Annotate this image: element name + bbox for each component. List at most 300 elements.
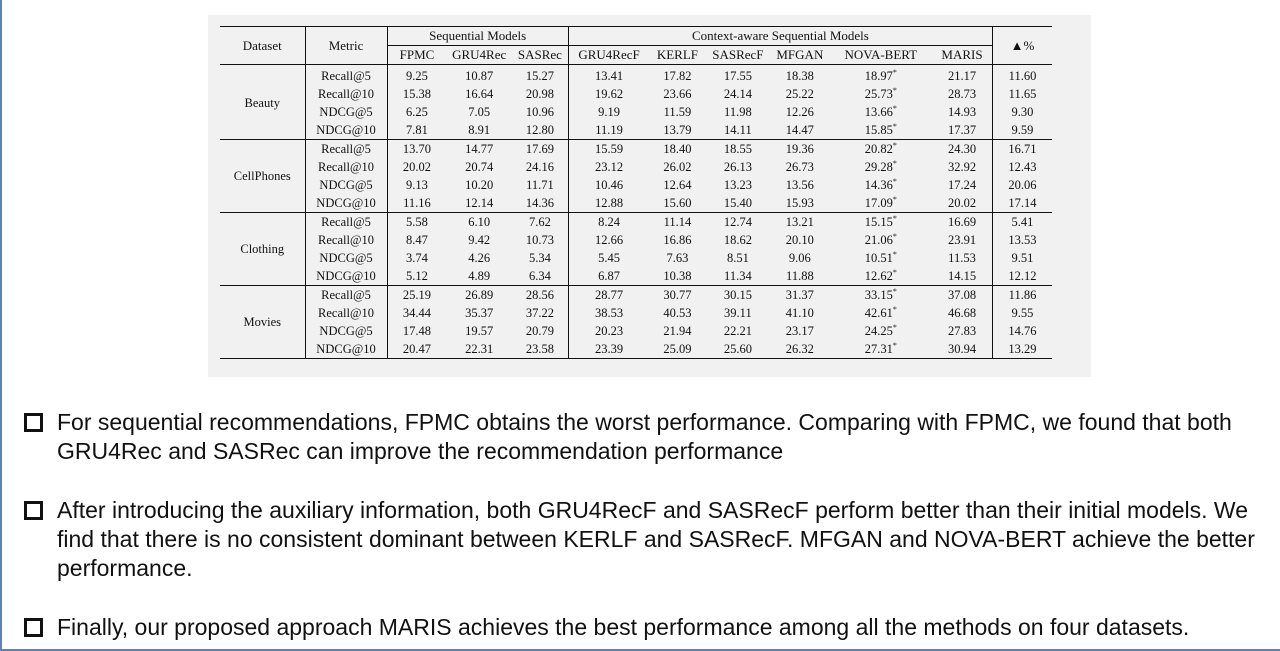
significance-star: * [892, 231, 897, 241]
table-cell [512, 213, 568, 232]
table-row [220, 65, 1052, 86]
value-cell: 5.34 [528, 251, 551, 265]
metric-cell: Recall@5 [305, 140, 387, 159]
value-cell: 11.34 [724, 269, 752, 283]
value-cell: 29.28 [864, 160, 893, 174]
table-cell [512, 176, 568, 194]
metric-cell: Recall@10 [305, 85, 387, 103]
value-cell: 5.58 [406, 215, 428, 229]
table-cell [706, 158, 771, 176]
value-cell: 12.26 [785, 105, 814, 119]
table-cell [568, 158, 649, 176]
value-cell: 31.37 [785, 288, 814, 302]
value-cell: 3.74 [406, 251, 428, 265]
value-cell: 12.14 [465, 196, 494, 210]
table-cell [512, 158, 568, 176]
table-cell [830, 322, 932, 340]
table-cell [568, 103, 649, 121]
table-cell [706, 194, 771, 213]
table-cell [568, 340, 649, 359]
value-cell: 19.62 [594, 87, 624, 101]
value-cell: 14.11 [724, 123, 752, 137]
value-cell: 16.64 [465, 87, 494, 101]
table-cell [387, 249, 446, 267]
value-cell: 25.22 [785, 87, 814, 101]
table-cell [387, 140, 446, 159]
value-cell: 20.79 [525, 324, 554, 338]
table-cell [446, 194, 512, 213]
value-cell: 7.62 [528, 215, 551, 229]
table-cell [770, 176, 829, 194]
table-cell [446, 140, 512, 159]
value-cell: 18.55 [723, 142, 752, 156]
improvement-cell: 12.43 [1008, 160, 1037, 174]
metric-cell: Recall@10 [305, 158, 387, 176]
table-cell [770, 140, 829, 159]
value-cell: 12.80 [525, 123, 554, 137]
value-cell: 6.87 [598, 269, 620, 283]
table-cell [830, 176, 932, 194]
value-cell: 8.91 [468, 123, 491, 137]
table-cell [770, 322, 829, 340]
value-cell: 14.36 [525, 196, 554, 210]
value-cell: 17.48 [402, 324, 432, 338]
table-row [220, 158, 1052, 176]
significance-star: * [892, 322, 897, 332]
table-cell [649, 158, 705, 176]
table-row [220, 304, 1052, 322]
table-cell [706, 286, 771, 305]
improvement-cell: 9.30 [1011, 105, 1034, 119]
value-cell: 12.88 [594, 196, 624, 210]
table-cell [649, 194, 705, 213]
improvement-cell: 11.65 [1008, 87, 1037, 101]
table-cell [649, 85, 705, 103]
value-cell: 20.74 [465, 160, 494, 174]
improvement-cell: 14.76 [1008, 324, 1037, 338]
table-cell [706, 304, 771, 322]
table-cell [932, 194, 992, 213]
value-cell: 14.36 [864, 178, 893, 192]
table-cell [512, 140, 568, 159]
table-cell [932, 249, 992, 267]
value-cell: 22.31 [465, 342, 494, 356]
table-cell [512, 286, 568, 305]
checkbox-icon [24, 501, 43, 520]
improvement-cell: 12.12 [1008, 269, 1037, 283]
significance-star: * [892, 194, 897, 204]
value-cell: 10.87 [465, 69, 494, 83]
table-cell [706, 267, 771, 286]
significance-star: * [892, 158, 897, 168]
metric-cell: NDCG@10 [305, 340, 387, 359]
table-cell [446, 213, 512, 232]
value-cell: 15.27 [525, 69, 554, 83]
value-cell: 9.42 [468, 233, 491, 247]
table-cell [770, 304, 829, 322]
table-row [220, 340, 1052, 359]
value-cell: 17.55 [723, 69, 752, 83]
metric-cell: NDCG@5 [305, 103, 387, 121]
table-cell [770, 65, 829, 86]
table-cell [387, 340, 446, 359]
table-cell [932, 85, 992, 103]
value-cell: 22.21 [723, 324, 752, 338]
table-cell [512, 231, 568, 249]
table-cell [387, 65, 446, 86]
metric-cell: NDCG@10 [305, 194, 387, 213]
bullet-text: For sequential recommendations, FPMC obtains the worst performance. Comparing with FPMC, we found that both GRU4Rec and SASRec can improve the recommendation performance [57, 409, 1232, 464]
improvement-cell: 16.71 [992, 140, 1052, 159]
value-cell: 25.60 [723, 342, 752, 356]
table-cell [446, 286, 512, 305]
table-cell [446, 340, 512, 359]
table-row [220, 231, 1052, 249]
table-cell [830, 213, 932, 232]
table-cell [932, 213, 992, 232]
value-cell: 13.79 [663, 123, 692, 137]
value-cell: 21.94 [663, 324, 692, 338]
improvement-cell: 9.51 [1011, 251, 1034, 265]
value-cell: 13.56 [785, 178, 814, 192]
table-cell [770, 267, 829, 286]
table-cell [512, 322, 568, 340]
table-cell [932, 304, 992, 322]
value-cell: 19.36 [785, 142, 814, 156]
value-cell: 20.23 [594, 324, 624, 338]
value-cell: 10.38 [663, 269, 692, 283]
value-cell: 42.61 [864, 306, 893, 320]
value-cell: 23.58 [525, 342, 554, 356]
table-cell [770, 213, 829, 232]
value-cell: 6.10 [468, 215, 491, 229]
table-cell [770, 158, 829, 176]
table-cell [387, 85, 446, 103]
table-cell [512, 249, 568, 267]
header-model: FPMC [387, 46, 446, 65]
table-cell [932, 267, 992, 286]
value-cell: 13.23 [723, 178, 752, 192]
best-value: 11.53 [948, 251, 976, 265]
table-cell [830, 340, 932, 359]
best-value: 27.83 [947, 324, 977, 338]
table-cell [512, 304, 568, 322]
improvement-cell: 20.06 [1008, 178, 1037, 192]
improvement-cell: 11.60 [1008, 69, 1037, 83]
value-cell: 4.89 [468, 269, 491, 283]
value-cell: 15.38 [402, 87, 432, 101]
dataset-cell: Movies [220, 286, 305, 359]
value-cell: 18.38 [785, 69, 814, 83]
value-cell: 18.62 [723, 233, 752, 247]
slide-left-border [0, 0, 2, 651]
value-cell: 25.19 [402, 288, 432, 302]
header-model: SASRecF [706, 46, 771, 65]
table-cell [512, 340, 568, 359]
significance-star: * [892, 103, 897, 113]
value-cell: 34.44 [402, 306, 432, 320]
value-cell: 18.40 [663, 142, 692, 156]
table-cell [932, 158, 992, 176]
table-cell [770, 194, 829, 213]
value-cell: 12.62 [864, 269, 893, 283]
value-cell: 8.51 [726, 251, 749, 265]
best-value: 17.37 [947, 123, 977, 137]
table-row [220, 85, 1052, 103]
table-cell [446, 103, 512, 121]
value-cell: 11.16 [403, 196, 431, 210]
table-cell [830, 304, 932, 322]
table-cell [830, 286, 932, 305]
value-cell: 15.40 [723, 196, 752, 210]
metric-cell: NDCG@5 [305, 322, 387, 340]
table-cell [770, 103, 829, 121]
table-cell [706, 213, 771, 232]
metric-cell: NDCG@5 [305, 249, 387, 267]
value-cell: 10.73 [525, 233, 554, 247]
value-cell: 7.63 [666, 251, 689, 265]
value-cell: 15.93 [785, 196, 814, 210]
significance-star: * [892, 85, 897, 95]
table-row [220, 322, 1052, 340]
table-cell [830, 85, 932, 103]
value-cell: 27.31 [864, 342, 893, 356]
checkbox-icon [24, 618, 43, 637]
table-cell [649, 176, 705, 194]
value-cell: 12.66 [594, 233, 624, 247]
table-cell [649, 65, 705, 86]
table-cell [649, 340, 705, 359]
table-cell [568, 304, 649, 322]
table-cell [387, 194, 446, 213]
table-cell [512, 267, 568, 286]
best-value: 37.08 [947, 288, 977, 302]
improvement-cell: 13.29 [1008, 342, 1037, 356]
table-cell [446, 231, 512, 249]
value-cell: 23.17 [785, 324, 814, 338]
table-cell [512, 85, 568, 103]
table-cell [932, 103, 992, 121]
value-cell: 12.64 [663, 178, 692, 192]
value-cell: 24.16 [525, 160, 554, 174]
table-cell [830, 103, 932, 121]
value-cell: 26.89 [465, 288, 494, 302]
value-cell: 30.15 [723, 288, 752, 302]
table-row [220, 194, 1052, 213]
value-cell: 10.46 [594, 178, 624, 192]
value-cell: 37.22 [525, 306, 554, 320]
metric-cell: Recall@5 [305, 286, 387, 305]
value-cell: 20.47 [402, 342, 432, 356]
table-cell [568, 85, 649, 103]
value-cell: 7.05 [468, 105, 491, 119]
significance-star: * [892, 67, 897, 77]
value-cell: 23.39 [594, 342, 624, 356]
table-cell [770, 231, 829, 249]
best-value: 46.68 [947, 306, 977, 320]
value-cell: 17.09 [864, 196, 893, 210]
table-cell [446, 322, 512, 340]
table-cell [706, 340, 771, 359]
table-cell [568, 176, 649, 194]
table-cell [770, 121, 829, 140]
significance-star: * [892, 213, 897, 223]
results-table [220, 26, 1052, 359]
table-cell [387, 267, 446, 286]
value-cell: 7.81 [406, 123, 428, 137]
table-cell [649, 249, 705, 267]
table-cell [649, 267, 705, 286]
significance-star: * [892, 249, 897, 259]
table-cell [649, 286, 705, 305]
header-model: NOVA-BERT [830, 46, 932, 65]
header-model: MARIS [932, 46, 992, 65]
value-cell: 26.32 [785, 342, 814, 356]
table-cell [649, 231, 705, 249]
significance-star: * [892, 121, 897, 131]
table-cell [568, 65, 649, 86]
table-cell [568, 194, 649, 213]
value-cell: 11.59 [663, 105, 692, 119]
table-cell [446, 65, 512, 86]
value-cell: 19.57 [465, 324, 494, 338]
value-cell: 10.20 [465, 178, 494, 192]
value-cell: 20.02 [402, 160, 432, 174]
metric-cell: Recall@10 [305, 304, 387, 322]
table-row [220, 213, 1052, 232]
table-cell [706, 85, 771, 103]
header-model: SASRec [512, 46, 568, 65]
table-cell [706, 322, 771, 340]
table-cell [387, 286, 446, 305]
significance-star: * [892, 286, 897, 296]
improvement-cell: 9.59 [1011, 123, 1034, 137]
table-cell [770, 340, 829, 359]
header-model: GRU4RecF [568, 46, 649, 65]
value-cell: 5.45 [598, 251, 620, 265]
value-cell: 9.06 [788, 251, 811, 265]
value-cell: 16.86 [663, 233, 692, 247]
table-cell [446, 304, 512, 322]
table-cell [512, 121, 568, 140]
value-cell: 24.14 [723, 87, 752, 101]
value-cell: 11.71 [526, 178, 554, 192]
value-cell: 20.98 [525, 87, 554, 101]
value-cell: 11.14 [663, 215, 692, 229]
table-cell [568, 140, 649, 159]
best-value: 21.17 [947, 69, 977, 83]
table-cell [932, 121, 992, 140]
value-cell: 39.11 [724, 306, 752, 320]
table-cell [446, 121, 512, 140]
table-row [220, 267, 1052, 286]
table-cell [512, 65, 568, 86]
table-cell [932, 340, 992, 359]
table-row [220, 286, 1052, 305]
table-cell [706, 249, 771, 267]
table-cell [706, 103, 771, 121]
table-cell [387, 176, 446, 194]
improvement-cell: 5.41 [992, 213, 1052, 232]
value-cell: 11.19 [595, 123, 623, 137]
table-cell [387, 322, 446, 340]
value-cell: 20.82 [864, 142, 893, 156]
table-cell [830, 140, 932, 159]
table-cell [830, 121, 932, 140]
best-value: 20.02 [947, 196, 977, 210]
header-model: KERLF [649, 46, 705, 65]
value-cell: 6.25 [406, 105, 428, 119]
value-cell: 35.37 [465, 306, 494, 320]
value-cell: 10.96 [525, 105, 554, 119]
value-cell: 26.02 [663, 160, 692, 174]
value-cell: 6.34 [528, 269, 551, 283]
table-cell [512, 103, 568, 121]
table-row [220, 103, 1052, 121]
table-cell [649, 322, 705, 340]
value-cell: 15.15 [864, 215, 893, 229]
value-cell: 26.13 [723, 160, 752, 174]
table-cell [830, 194, 932, 213]
value-cell: 21.06 [864, 233, 893, 247]
significance-star: * [892, 304, 897, 314]
table-row [220, 140, 1052, 159]
table-cell [932, 231, 992, 249]
value-cell: 20.10 [785, 233, 814, 247]
table-cell [770, 85, 829, 103]
value-cell: 11.98 [724, 105, 752, 119]
header-dataset: Dataset [220, 27, 305, 65]
bullet-list [24, 408, 1274, 642]
table-cell [446, 176, 512, 194]
table-cell [830, 267, 932, 286]
metric-cell: Recall@5 [305, 65, 387, 86]
table-cell [387, 231, 446, 249]
table-row [220, 176, 1052, 194]
value-cell: 14.47 [785, 123, 814, 137]
value-cell: 11.88 [786, 269, 814, 283]
table-cell [387, 121, 446, 140]
value-cell: 13.41 [594, 69, 624, 83]
metric-cell: NDCG@10 [305, 267, 387, 286]
value-cell: 9.13 [406, 178, 428, 192]
value-cell: 5.12 [406, 269, 428, 283]
table-cell [649, 103, 705, 121]
value-cell: 15.85 [864, 123, 893, 137]
value-cell: 25.73 [864, 87, 893, 101]
table-row [220, 249, 1052, 267]
significance-star: * [892, 176, 897, 186]
value-cell: 14.77 [465, 142, 494, 156]
table-cell [706, 140, 771, 159]
header-model: MFGAN [770, 46, 829, 65]
table-cell [387, 103, 446, 121]
value-cell: 26.73 [785, 160, 814, 174]
value-cell: 30.77 [663, 288, 692, 302]
table-cell [512, 194, 568, 213]
value-cell: 4.26 [468, 251, 491, 265]
bullet-item [24, 613, 1274, 642]
table-cell [830, 231, 932, 249]
table-row [220, 121, 1052, 140]
table-cell [446, 249, 512, 267]
table-cell [568, 121, 649, 140]
table-cell [446, 158, 512, 176]
value-cell: 13.70 [402, 142, 432, 156]
best-value: 16.69 [947, 215, 977, 229]
metric-cell: NDCG@10 [305, 121, 387, 140]
header-model: GRU4Rec [446, 46, 512, 65]
